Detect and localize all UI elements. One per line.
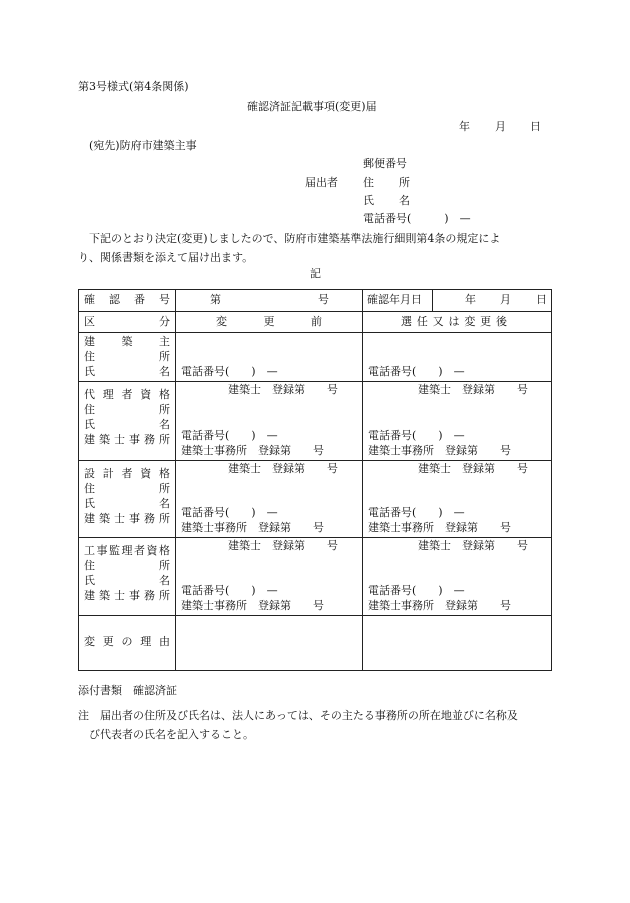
table-row [79,382,552,461]
table-row [79,461,552,538]
notifier-label: 届出者 [305,176,338,189]
designer-label: 設 計 者 資 格 住 所 氏 名 建 築 士 事 務 所 [79,461,176,538]
notifier-name-b: 名 [399,194,410,207]
category-label: 区 分 [79,312,176,333]
after-change-header: 選 任 又 は 変 更 後 [363,312,552,333]
ki-heading: 記 [310,267,321,280]
agent-after: 建築士 登録第 号 電話番号( ) — 建築士事務所 登録第 号 [363,382,552,461]
owner-before: 電話番号( ) — [176,333,363,382]
table-row [79,538,552,616]
date-year: 年 [459,120,470,133]
table-row [79,290,552,312]
agent-before: 建築士 登録第 号 電話番号( ) — 建築士事務所 登録第 号 [176,382,363,461]
form-title: 確認済証記載事項(変更)届 [247,100,377,113]
addressee: (宛先)防府市建築主事 [89,139,197,152]
table-row [79,616,552,671]
body-line: 下記のとおり決定(変更)しましたので、防府市建築基準法施行細則第4条の規定によ [78,232,501,245]
notifier-phone: 電話番号( ) — [363,212,471,225]
confirm-date-label: 確認年月日 [363,290,433,312]
confirm-date-value: 年 月 日 [433,290,552,312]
notifier-address-a: 住 [363,176,374,189]
reason-label: 変 更 の 理 由 [79,616,176,671]
designer-before: 建築士 登録第 号 電話番号( ) — 建築士事務所 登録第 号 [176,461,363,538]
supervisor-label: 工 事 監 理 者 資 格 住 所 氏 名 建 築 士 事 務 所 [79,538,176,616]
note-line: び代表者の氏名を記入すること。 [78,728,254,741]
owner-label: 建 築 主 住 所 氏 名 [79,333,176,382]
confirm-no-value: 第 号 [176,290,363,312]
attachment: 添付書類 確認済証 [78,684,177,697]
table-row [79,312,552,333]
body-text [78,229,554,267]
agent-label: 代 理 者 資 格 住 所 氏 名 建 築 士 事 務 所 [79,382,176,461]
notifier-name-a: 氏 [363,194,374,207]
notifier-postal-label: 郵便番号 [363,157,407,170]
date-month: 月 [495,120,506,133]
body-line: り、関係書類を添えて届け出ます。 [78,251,254,264]
form-number: 第3号様式(第4条関係) [78,80,189,93]
notifier-address-b: 所 [399,176,410,189]
form-table [78,289,552,671]
before-change-header: 変 更 前 [176,312,363,333]
reason-after [363,616,552,671]
owner-after: 電話番号( ) — [363,333,552,382]
note-line: 注 届出者の住所及び氏名は、法人にあっては、その主たる事務所の所在地並びに名称及 [78,709,518,722]
designer-after: 建築士 登録第 号 電話番号( ) — 建築士事務所 登録第 号 [363,461,552,538]
supervisor-after: 建築士 登録第 号 電話番号( ) — 建築士事務所 登録第 号 [363,538,552,616]
confirm-no-label: 確 認 番 号 [79,290,176,312]
date-day: 日 [530,120,541,133]
table-row [79,333,552,382]
note [78,706,554,744]
supervisor-before: 建築士 登録第 号 電話番号( ) — 建築士事務所 登録第 号 [176,538,363,616]
reason-before [176,616,363,671]
